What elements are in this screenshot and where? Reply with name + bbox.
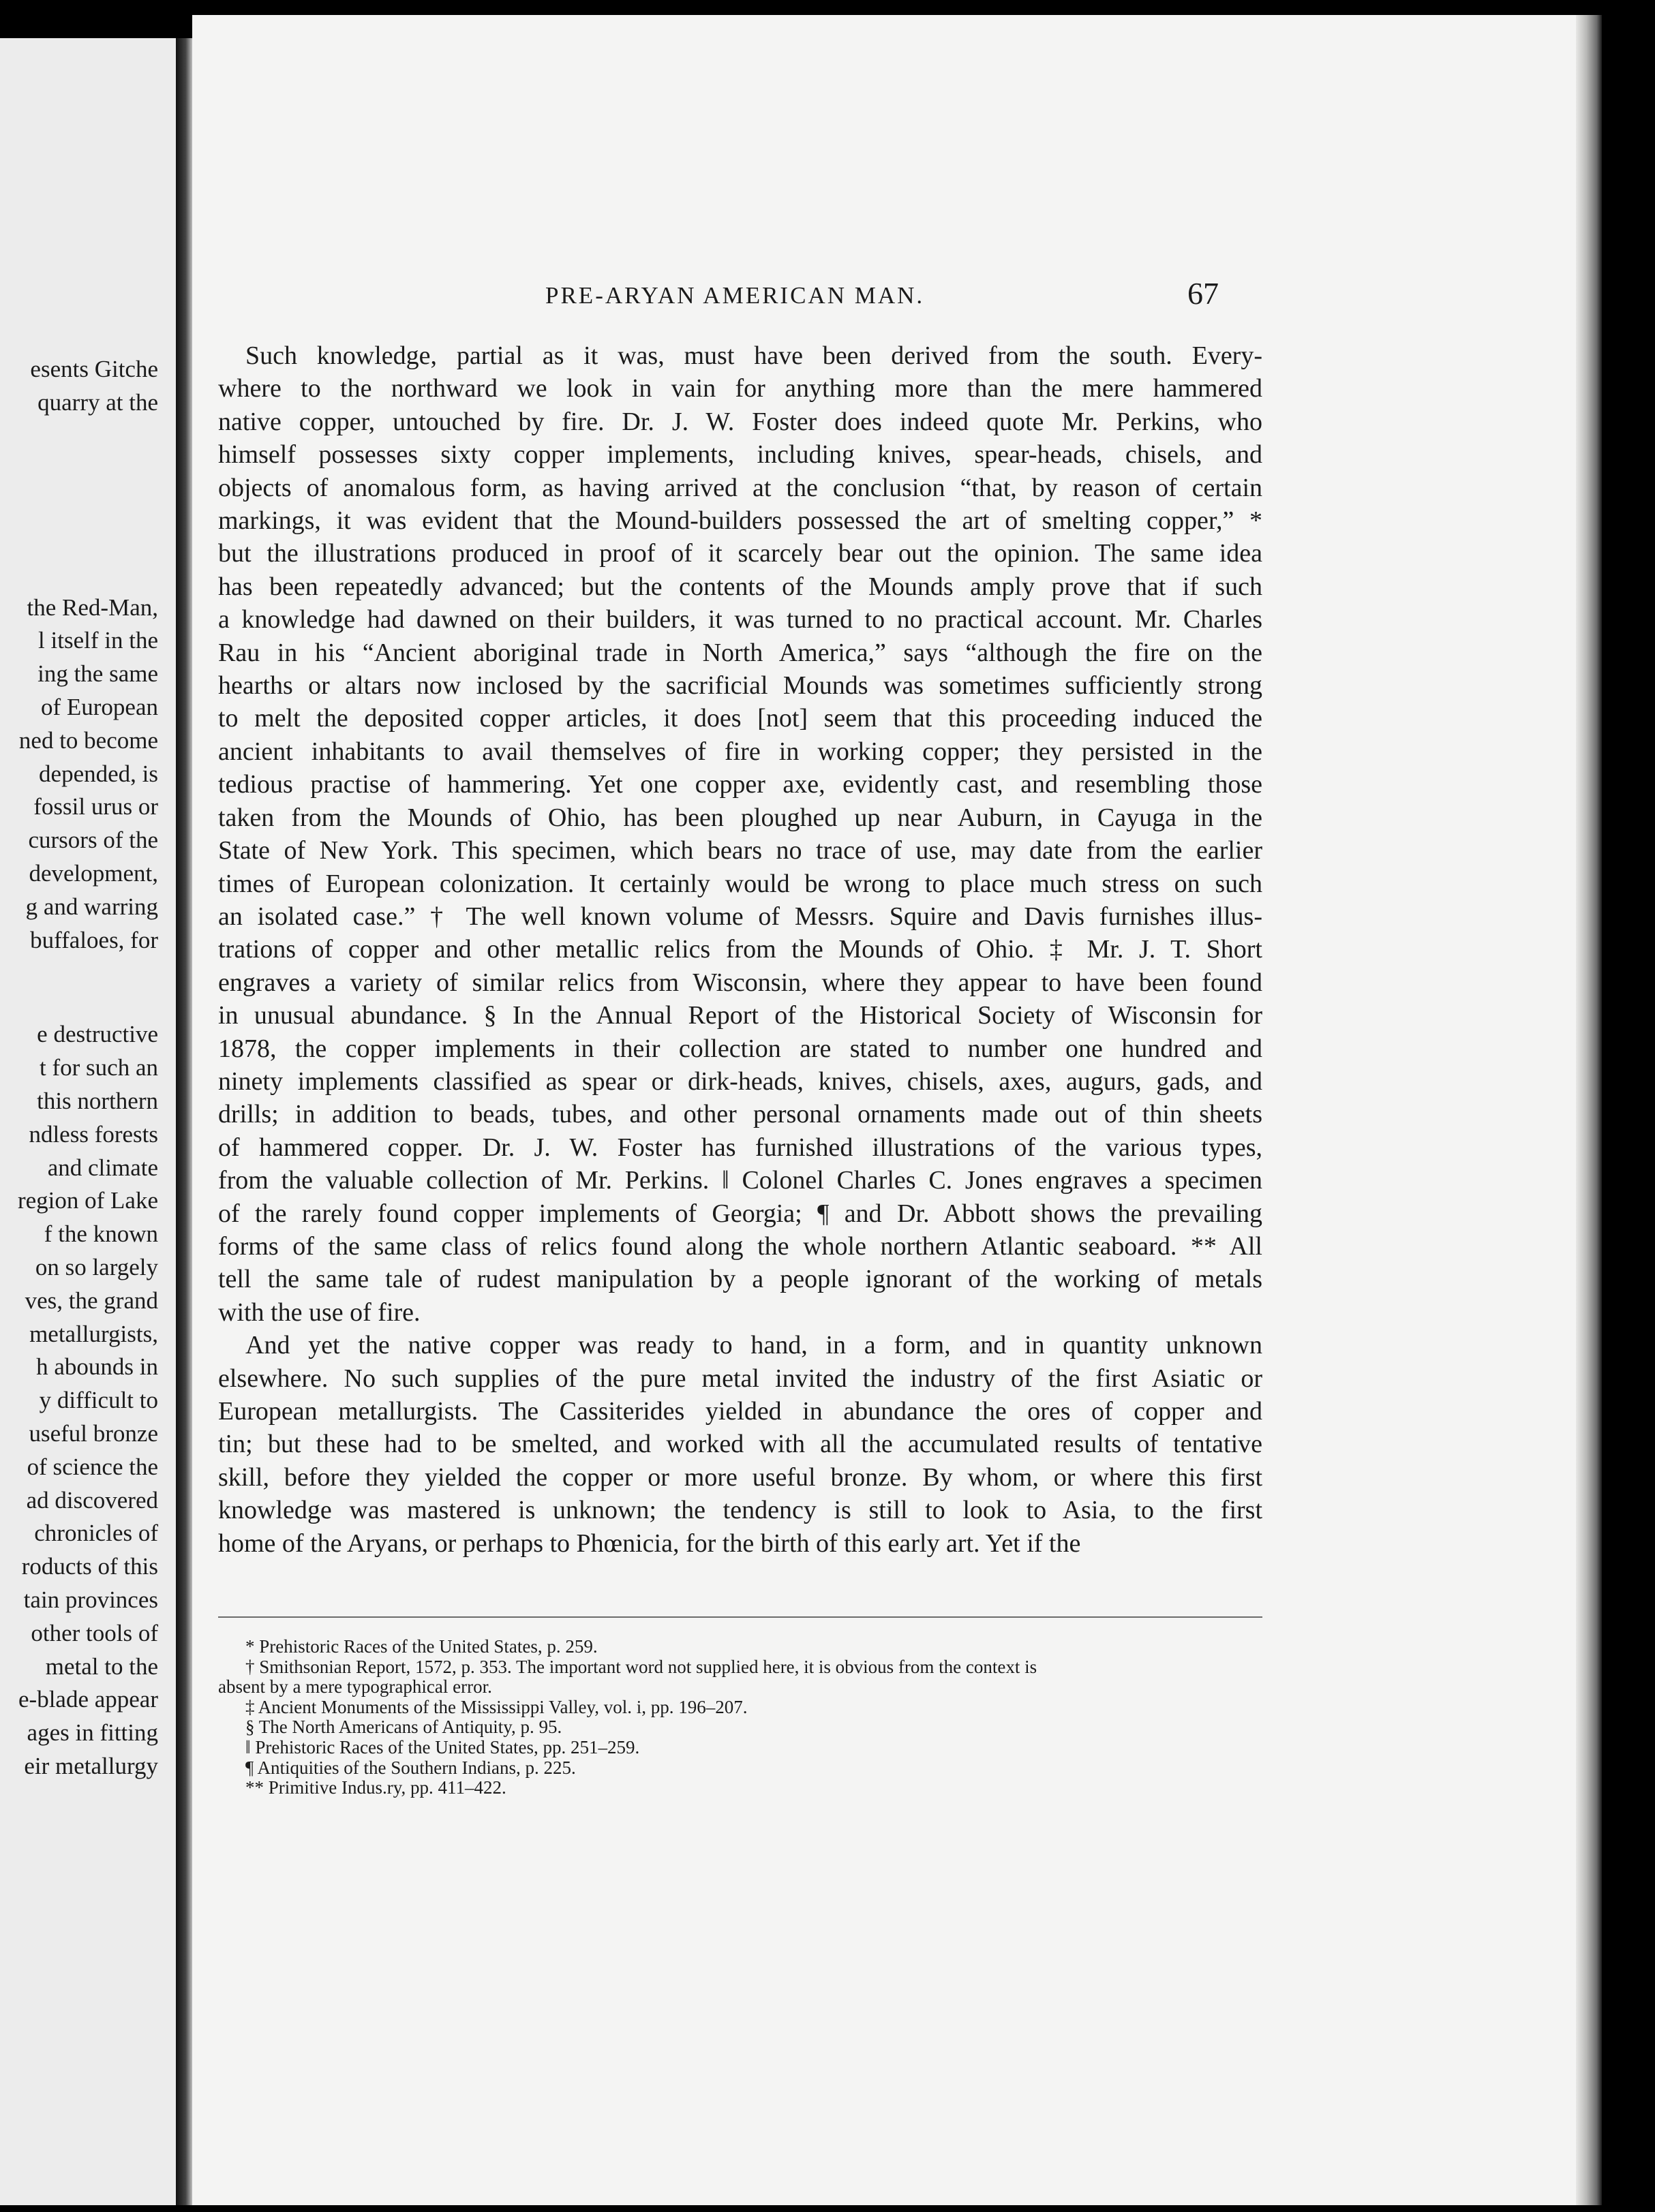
left-page-line: ves, the grand [25, 1287, 158, 1314]
text-line: an isolated case.” † The well known volume of Messrs. Squire and Davis furnishes illus- [218, 902, 1262, 931]
text-line: objects of anomalous form, as having arrived at the conclusion “that, by reason of certain [218, 473, 1262, 502]
footnote: absent by a mere typographical error. [218, 1676, 492, 1698]
text-line: ninety implements classified as spear or dirk-heads, knives, chisels, axes, augurs, gads, and [218, 1066, 1262, 1096]
left-page-line: e destructive [37, 1021, 158, 1048]
text-line: times of European colonization. It certainly would be wrong to place much stress on such [218, 869, 1262, 898]
left-page-line: quarry at the [37, 388, 158, 416]
text-line: forms of the same class of relics found along the whole northern Atlantic seaboard. ** All [218, 1231, 1262, 1261]
left-page-gap [18, 957, 158, 1018]
left-page-line: cursors of the [28, 827, 158, 854]
text-line: a knowledge had dawned on their builders, it was turned to no practical account. Mr. Charles [218, 605, 1262, 634]
text-line: ancient inhabitants to avail themselves of fire in working copper; they persisted in the [218, 737, 1262, 766]
text-line: And yet the native copper was ready to hand, in a form, and in quantity unknown [245, 1331, 1262, 1360]
left-page-line: tain provinces [23, 1586, 158, 1613]
left-page-fragment [0, 38, 176, 2205]
running-head: PRE-ARYAN AMERICAN MAN. [545, 282, 925, 309]
left-page-line: and climate [47, 1154, 158, 1181]
left-page-line: useful bronze [29, 1419, 158, 1447]
left-page-block-2 [18, 592, 158, 957]
text-line: 1878, the copper implements in their collection are stated to number one hundred and [218, 1034, 1262, 1063]
text-line: Such knowledge, partial as it was, must have been derived from the south. Every- [245, 341, 1262, 370]
left-page-line: esents Gitche [30, 356, 158, 382]
left-page-gap [18, 420, 158, 556]
text-line: native copper, untouched by fire. Dr. J. W. Foster does indeed quote Mr. Perkins, who [218, 407, 1262, 436]
text-line: has been repeatedly advanced; but the contents of the Mounds amply prove that if such [218, 572, 1262, 601]
left-page-line: this northern [37, 1087, 158, 1114]
left-page-block-3 [18, 1018, 158, 1783]
left-page-line: ned to become [18, 726, 158, 754]
left-page-line: of European [40, 693, 158, 720]
text-line: to melt the deposited copper articles, it does [not] seem that this proceeding induced the [218, 704, 1262, 733]
page-number: 67 [1187, 276, 1219, 311]
left-page-line: metallurgists, [29, 1320, 158, 1347]
footnotes [218, 1637, 1262, 1798]
text-line: engraves a variety of similar relics from Wisconsin, where they appear to have been found [218, 968, 1262, 997]
left-page-block-1 [18, 353, 158, 420]
left-page-line: y difficult to [39, 1387, 158, 1414]
paragraph-1 [218, 339, 1262, 1329]
text-line: tell the same tale of rudest manipulation by a people ignorant of the working of metals [218, 1265, 1262, 1294]
text-line: but the illustrations produced in proof of it scarcely bear out the opinion. The same idea [218, 539, 1262, 568]
text-line: tin; but these had to be smelted, and worked with all the accumulated results of tentative [218, 1430, 1262, 1459]
left-page-line: eir metallurgy [24, 1752, 158, 1779]
footnote: * Prehistoric Races of the United States, p. 259. [245, 1636, 598, 1657]
text-line: skill, before they yielded the copper or more useful bronze. By whom, or where this first [218, 1462, 1262, 1492]
left-page-line: ndless forests [29, 1120, 158, 1148]
text-line: elsewhere. No such supplies of the pure metal invited the industry of the first Asiatic or [218, 1364, 1262, 1393]
body-text [218, 339, 1262, 1560]
left-page-line: ages in fitting [27, 1719, 158, 1747]
left-page-line: metal to the [45, 1653, 158, 1680]
text-line: where to the northward we look in vain for anything more than the mere hammered [218, 374, 1262, 403]
left-page-line: other tools of [31, 1619, 158, 1646]
left-page-line: t for such an [40, 1054, 158, 1081]
page-edge [1576, 15, 1602, 2205]
text-line: with the use of fire. [218, 1297, 421, 1327]
left-page-line: depended, is [39, 760, 158, 787]
footnote: ‖ Prehistoric Races of the United States, pp. 251–259. [245, 1736, 640, 1757]
text-line: knowledge was mastered is unknown; the tendency is still to look to Asia, to the first [218, 1496, 1262, 1525]
left-page-line: roducts of this [21, 1553, 158, 1580]
text-line: from the valuable collection of Mr. Perkins. ‖ Colonel Charles C. Jones engraves a specimen [218, 1166, 1262, 1195]
left-page-line: of science the [27, 1453, 158, 1480]
footnote: ** Primitive Indus.ry, pp. 411–422. [245, 1777, 506, 1798]
left-page-line: chronicles of [34, 1520, 158, 1547]
footnote-rule [218, 1616, 1262, 1618]
left-page-line: h abounds in [36, 1353, 158, 1381]
text-line: drills; in addition to beads, tubes, and other personal ornaments made out of thin sheets [218, 1100, 1262, 1129]
left-page-text [18, 353, 158, 1783]
left-page-line: g and warring [25, 893, 158, 920]
text-line: in unusual abundance. § In the Annual Report of the Historical Society of Wisconsin for [218, 1001, 1262, 1030]
left-page-line: on so largely [35, 1253, 158, 1280]
footnote: ¶ Antiquities of the Southern Indians, p. 225. [245, 1757, 576, 1778]
left-page-line: ad discovered [26, 1486, 158, 1514]
text-line: Rau in his “Ancient aboriginal trade in North America,” says “although the fire on the [218, 638, 1262, 667]
footnote: § The North Americans of Antiquity, p. 95. [245, 1717, 562, 1738]
book-gutter [176, 38, 192, 2205]
text-line: hearths or altars now inclosed by the sacrificial Mounds was sometimes sufficiently strong [218, 671, 1262, 701]
text-line: European metallurgists. The Cassiterides yielded in abundance the ores of copper and [218, 1397, 1262, 1426]
footnote: ‡ Ancient Monuments of the Mississippi Valley, vol. i, pp. 196–207. [245, 1696, 748, 1717]
left-page-line: region of Lake [17, 1187, 158, 1214]
text-line: tedious practise of hammering. Yet one copper axe, evidently cast, and resembling those [218, 770, 1262, 799]
text-line: of hammered copper. Dr. J. W. Foster has furnished illustrations of the various types, [218, 1133, 1262, 1162]
left-page-line: buffaloes, for [30, 926, 158, 953]
text-line: home of the Aryans, or perhaps to Phœnicia, for the birth of this early art. Yet if the [218, 1529, 1081, 1558]
text-line: himself possesses sixty copper implements, including knives, spear-heads, chisels, and [218, 440, 1262, 470]
text-line: taken from the Mounds of Ohio, has been ploughed up near Auburn, in Cayuga in the [218, 803, 1262, 832]
left-page-gap [18, 556, 158, 592]
left-page-line: e-blade appear [18, 1686, 158, 1713]
text-line: of the rarely found copper implements of Georgia; ¶ and Dr. Abbott shows the prevailing [218, 1199, 1262, 1228]
left-page-line: f the known [44, 1220, 158, 1248]
left-page-line: development, [29, 859, 158, 887]
footnote: † Smithsonian Report, 1572, p. 353. The important word not supplied here, it is obvious from the context is [245, 1656, 1037, 1677]
left-page-line: the Red-Man, [27, 594, 158, 621]
text-line: markings, it was evident that the Mound-builders possessed the art of smelting copper,” * [218, 506, 1262, 536]
left-page-line: ing the same [37, 660, 158, 688]
left-page-line: fossil urus or [33, 793, 158, 820]
left-page-line: l itself in the [38, 627, 158, 654]
text-line: trations of copper and other metallic relics from the Mounds of Ohio. ‡ Mr. J. T. Short [218, 935, 1262, 964]
paragraph-2 [218, 1329, 1262, 1560]
text-line: State of New York. This specimen, which bears no trace of use, may date from the earlier [218, 836, 1262, 865]
